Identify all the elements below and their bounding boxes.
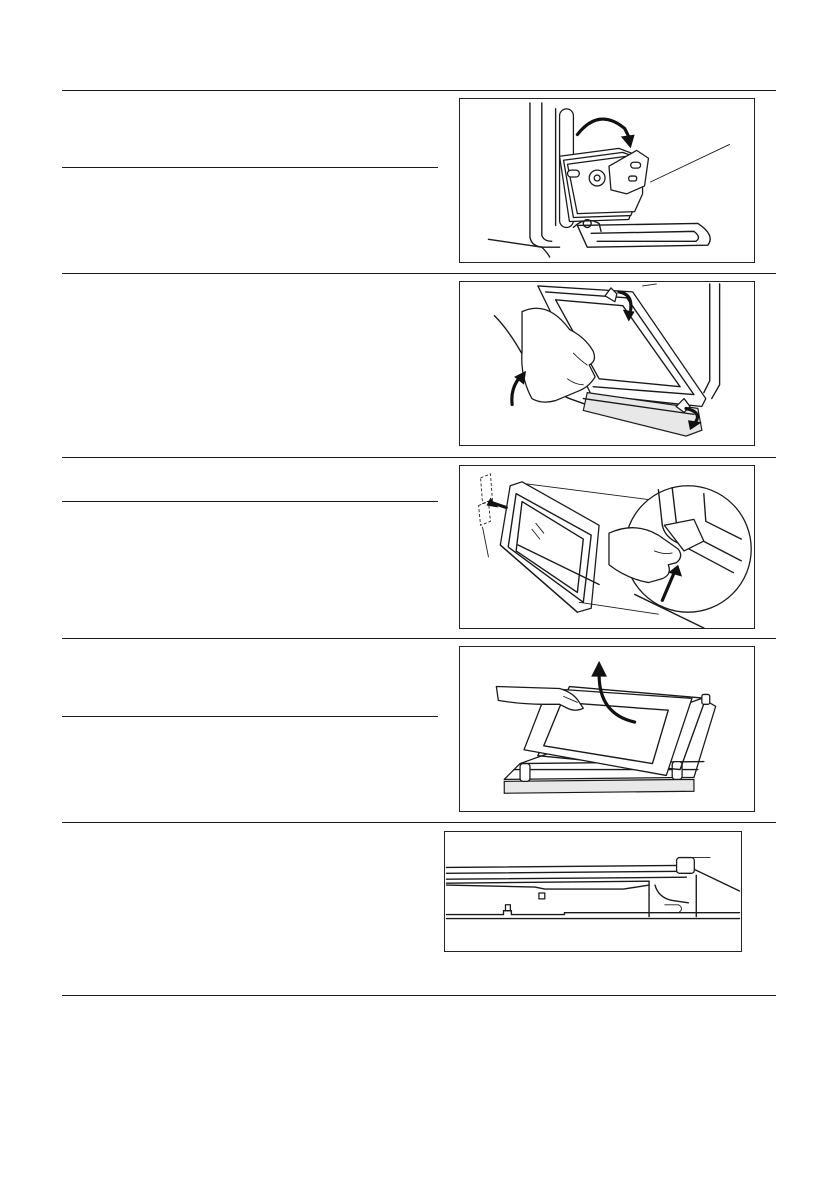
section-divider-end [62, 995, 776, 996]
door-close-figure [459, 281, 755, 446]
door-trim-removal-figure [459, 465, 755, 629]
section-divider-3 [62, 457, 776, 458]
hinge-lever-icon [460, 99, 754, 262]
section-divider-4 [62, 638, 776, 639]
sub-divider-3 [62, 501, 438, 502]
glass-panel-position-figure [444, 831, 742, 952]
section-view-icon [445, 832, 741, 951]
rotate-arrow-icon [577, 119, 628, 136]
glass-panel-removal-figure [459, 646, 755, 812]
section-divider-5 [62, 822, 776, 823]
sub-divider-4 [62, 716, 438, 717]
lift-arrow-icon [512, 377, 520, 405]
section-divider-2 [62, 273, 776, 274]
sub-divider-1 [62, 167, 438, 168]
section-divider-1 [62, 90, 776, 91]
hinge-lever-figure [459, 98, 755, 263]
